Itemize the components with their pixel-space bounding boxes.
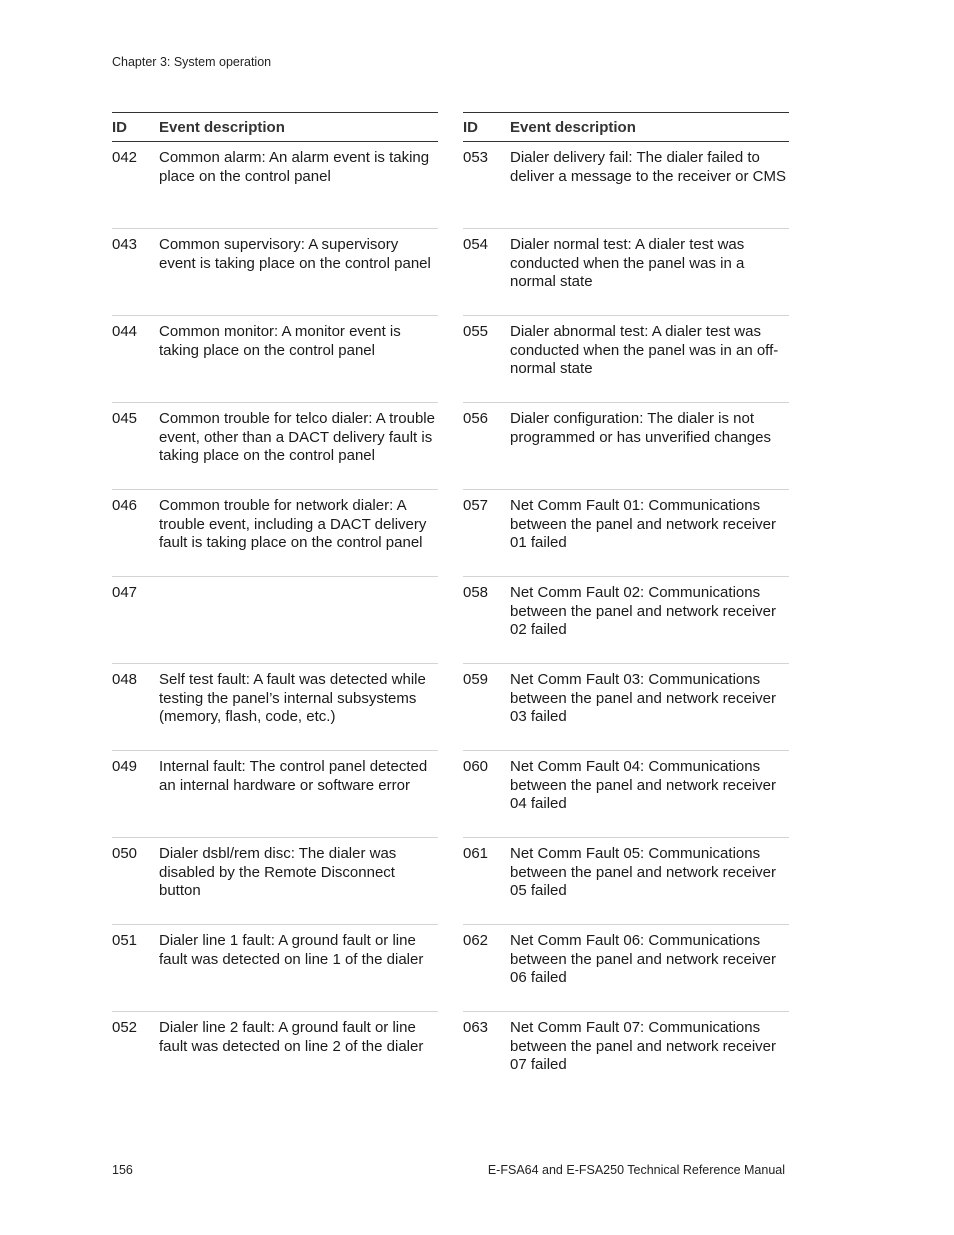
event-description: Dialer line 2 fault: A ground fault or line fault was detected on line 2 of the dialer: [159, 1019, 424, 1055]
table-row: [112, 229, 438, 316]
table-row: [463, 490, 789, 577]
table-row: [463, 577, 789, 664]
event-id: 057: [463, 497, 489, 514]
table-row: [112, 1012, 438, 1099]
table-row: [112, 838, 438, 925]
event-description: Internal fault: The control panel detected an internal hardware or software error: [159, 758, 428, 794]
event-id: 061: [463, 845, 489, 862]
id-column-header: ID: [112, 118, 127, 136]
event-description: Net Comm Fault 02: Communications between the panel and network receiver 02 failed: [510, 584, 777, 639]
event-description: Net Comm Fault 06: Communications between the panel and network receiver 06 failed: [510, 932, 777, 987]
event-id: 047: [112, 584, 138, 601]
event-id: 053: [463, 149, 489, 166]
event-description: Net Comm Fault 03: Communications between the panel and network receiver 03 failed: [510, 671, 777, 726]
table-body: [112, 142, 438, 1099]
table-row: [463, 838, 789, 925]
table-row: [463, 229, 789, 316]
event-description: Dialer delivery fail: The dialer failed to deliver a message to the receiver or CMS: [510, 149, 786, 185]
table-row: [112, 403, 438, 490]
table-header-row: [112, 112, 438, 142]
event-description: Dialer line 1 fault: A ground fault or line fault was detected on line 1 of the dialer: [159, 932, 424, 968]
event-description: Net Comm Fault 07: Communications between the panel and network receiver 07 failed: [510, 1019, 777, 1074]
event-id: 060: [463, 758, 489, 775]
event-id: 056: [463, 410, 489, 427]
event-description: Common trouble for telco dialer: A trouble event, other than a DACT delivery fault is taking place on the control panel: [159, 410, 435, 465]
event-id: 046: [112, 497, 138, 514]
event-description: Common supervisory: A supervisory event is taking place on the control panel: [159, 236, 431, 272]
table-body: [463, 142, 789, 1099]
event-table-right: [463, 112, 789, 1099]
id-column-header: ID: [463, 118, 478, 136]
event-description: [159, 584, 438, 663]
table-row: [112, 577, 438, 664]
event-description: Dialer abnormal test: A dialer test was conducted when the panel was in an off-normal state: [510, 323, 779, 378]
table-row: [463, 751, 789, 838]
event-description: Dialer dsbl/rem disc: The dialer was disabled by the Remote Disconnect button: [159, 845, 397, 900]
event-description: Dialer normal test: A dialer test was conducted when the panel was in a normal state: [510, 236, 745, 291]
event-id: 043: [112, 236, 138, 253]
event-id: 050: [112, 845, 138, 862]
event-id: 048: [112, 671, 138, 688]
description-column-header: Event description: [159, 118, 285, 136]
page-number: 156: [112, 1163, 133, 1177]
event-description: Common trouble for network dialer: A trouble event, including a DACT delivery fault is taking place on the control panel: [159, 497, 427, 552]
event-id: 058: [463, 584, 489, 601]
event-id: 045: [112, 410, 138, 427]
table-row: [112, 664, 438, 751]
event-description: Self test fault: A fault was detected while testing the panel’s internal subsystems (memory, flash, code, etc.): [159, 671, 426, 726]
table-row: [112, 142, 438, 229]
event-id: 051: [112, 932, 138, 949]
table-row: [463, 316, 789, 403]
table-row: [463, 925, 789, 1012]
table-row: [463, 664, 789, 751]
table-row: [112, 490, 438, 577]
event-description: Dialer configuration: The dialer is not programmed or has unverified changes: [510, 410, 771, 446]
event-id: 055: [463, 323, 489, 340]
manual-title: E-FSA64 and E-FSA250 Technical Reference Manual: [487, 1163, 785, 1177]
table-row: [112, 751, 438, 838]
table-row: [112, 316, 438, 403]
event-description: Net Comm Fault 04: Communications between the panel and network receiver 04 failed: [510, 758, 777, 813]
description-column-header: Event description: [510, 118, 636, 136]
event-id: 049: [112, 758, 138, 775]
event-id: 044: [112, 323, 138, 340]
table-row: [463, 142, 789, 229]
event-id: 063: [463, 1019, 489, 1036]
event-description: Common monitor: A monitor event is taking place on the control panel: [159, 323, 401, 359]
event-id: 062: [463, 932, 489, 949]
event-description: Common alarm: An alarm event is taking place on the control panel: [159, 149, 430, 185]
event-id: 059: [463, 671, 489, 688]
event-table-left: [112, 112, 438, 1099]
event-id: 042: [112, 149, 138, 166]
table-row: [463, 1012, 789, 1099]
running-header: Chapter 3: System operation: [112, 55, 272, 69]
table-header-row: [463, 112, 789, 142]
table-row: [112, 925, 438, 1012]
event-description: Net Comm Fault 05: Communications between the panel and network receiver 05 failed: [510, 845, 777, 900]
event-id: 054: [463, 236, 489, 253]
event-id: 052: [112, 1019, 138, 1036]
event-description: Net Comm Fault 01: Communications between the panel and network receiver 01 failed: [510, 497, 777, 552]
table-row: [463, 403, 789, 490]
